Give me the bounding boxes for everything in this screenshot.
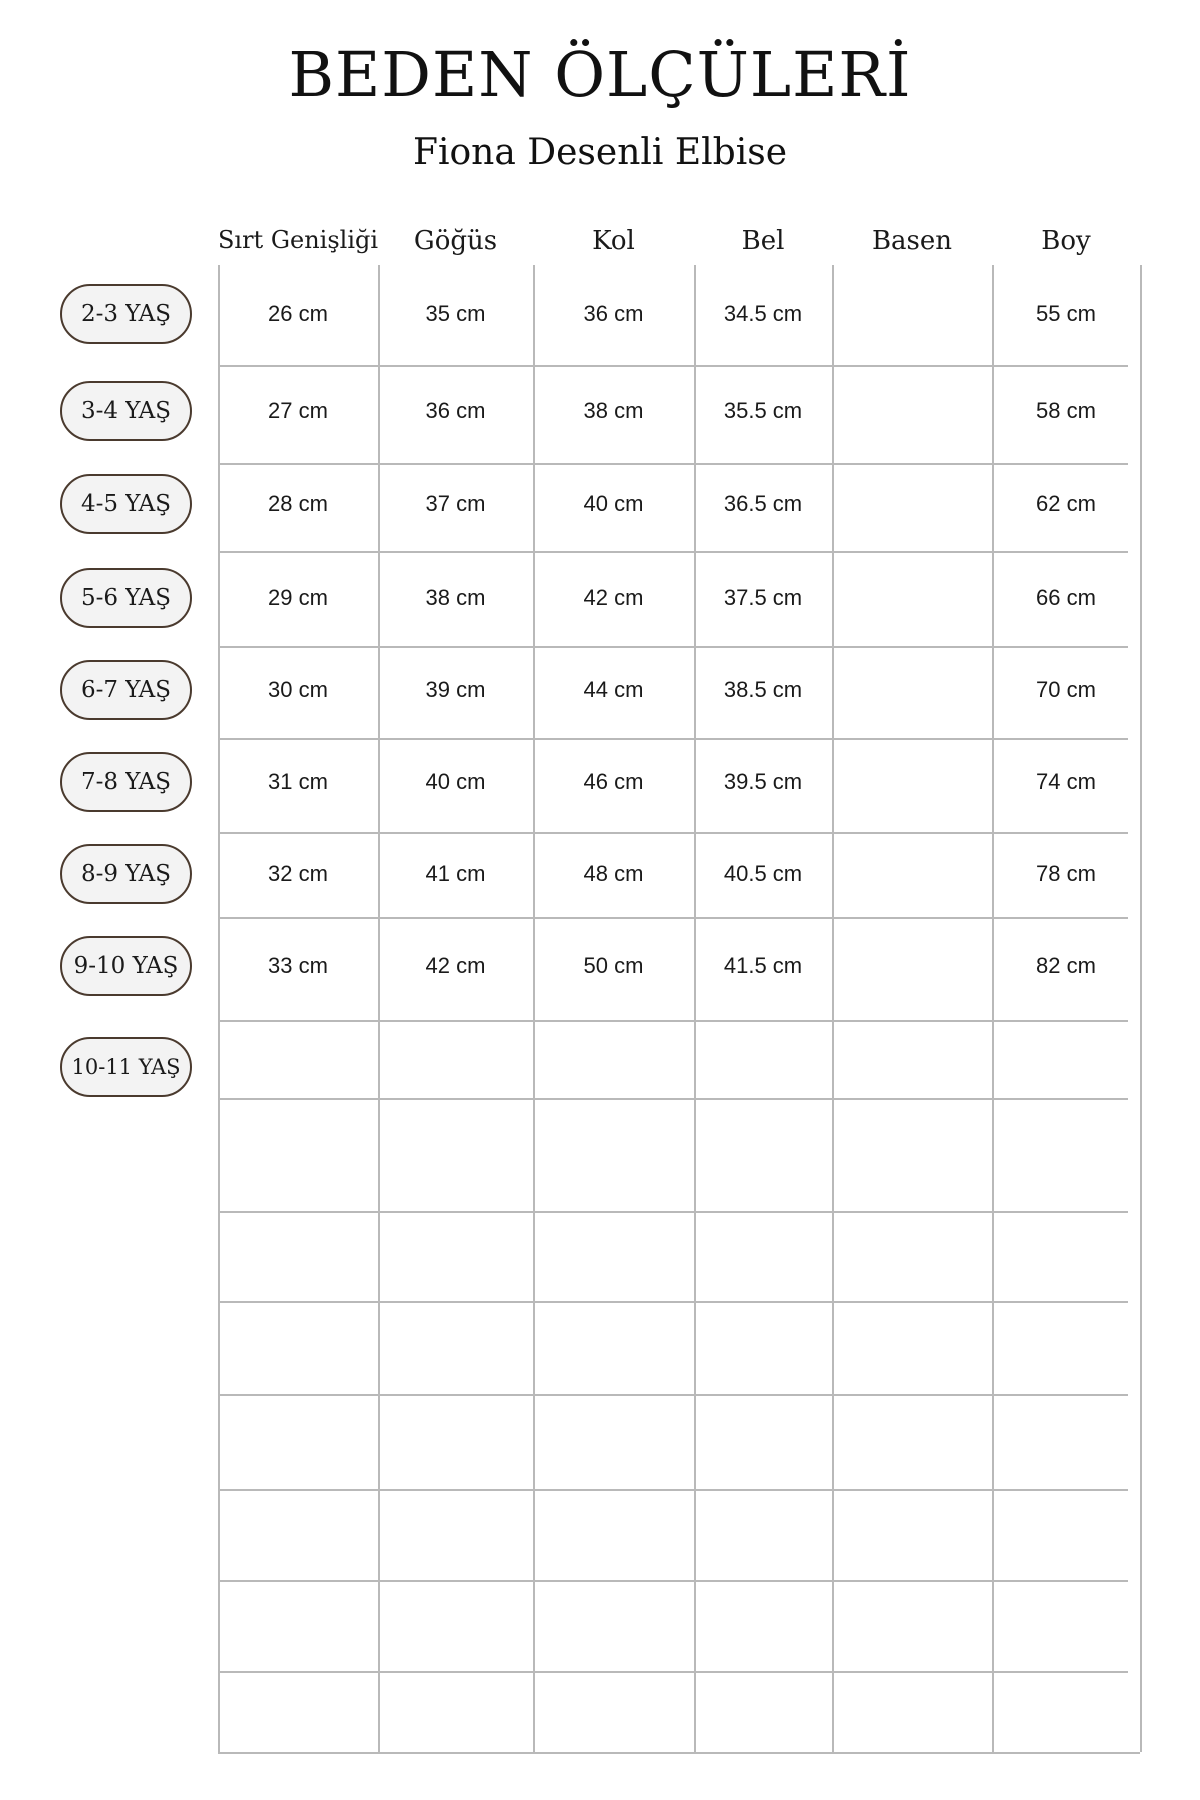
column-divider xyxy=(832,265,834,1752)
row-divider xyxy=(218,365,1128,367)
size-label: 8-9 YAŞ xyxy=(60,844,192,904)
measurement-cell: 28 cm xyxy=(268,491,328,516)
size-label: 6-7 YAŞ xyxy=(60,660,192,720)
measurement-cell: 46 cm xyxy=(583,769,644,794)
measurement-cell: 58 cm xyxy=(1036,398,1096,423)
measurement-cell: 35 cm xyxy=(425,301,486,326)
measurement-cell: 66 cm xyxy=(1036,585,1096,610)
row-divider xyxy=(218,646,1128,648)
measurement-cell: 37 cm xyxy=(425,491,486,516)
row-divider xyxy=(218,832,1128,834)
measurement-cell: 38.5 cm xyxy=(723,677,803,702)
measurement-cell: 38 cm xyxy=(583,398,644,423)
measurement-cell: 36 cm xyxy=(583,301,644,326)
column-divider xyxy=(533,265,535,1752)
product-name: Fiona Desenli Elbise xyxy=(413,132,787,173)
measurement-cell: 78 cm xyxy=(1036,861,1096,886)
measurement-cell: 36 cm xyxy=(425,398,486,423)
measurement-cell: 37.5 cm xyxy=(723,585,803,610)
measurement-cell: 34.5 cm xyxy=(723,301,803,326)
measurement-cell: 27 cm xyxy=(268,398,328,423)
measurement-cell: 29 cm xyxy=(268,585,328,610)
size-label: 10-11 YAŞ xyxy=(60,1037,192,1097)
measurement-cell: 35.5 cm xyxy=(723,398,803,423)
measurement-cell: 50 cm xyxy=(583,953,644,978)
measurement-cell: 36.5 cm xyxy=(723,491,803,516)
measurement-cell: 32 cm xyxy=(268,861,328,886)
measurement-cell: 55 cm xyxy=(1036,301,1096,326)
size-label: 7-8 YAŞ xyxy=(60,752,192,812)
row-divider xyxy=(218,1301,1128,1303)
measurement-cell: 41.5 cm xyxy=(723,953,803,978)
column-divider xyxy=(992,265,994,1752)
measurement-cell: 39.5 cm xyxy=(723,769,803,794)
measurement-cell: 70 cm xyxy=(1036,677,1096,702)
measurement-cell: 41 cm xyxy=(425,861,486,886)
column-header: Bel xyxy=(741,226,785,256)
row-divider xyxy=(218,1580,1128,1582)
measurement-cell: 62 cm xyxy=(1036,491,1096,516)
measurement-cell: 40.5 cm xyxy=(723,861,803,886)
measurement-cell: 31 cm xyxy=(268,769,328,794)
column-divider xyxy=(694,265,696,1752)
measurement-cell: 39 cm xyxy=(425,677,486,702)
measurement-cell: 38 cm xyxy=(425,585,486,610)
page-title: BEDEN ÖLÇÜLERİ xyxy=(288,38,912,111)
column-header: Boy xyxy=(1041,226,1091,256)
row-divider xyxy=(218,1671,1128,1673)
size-label: 3-4 YAŞ xyxy=(60,381,192,441)
measurement-cell: 42 cm xyxy=(425,953,486,978)
row-divider xyxy=(218,738,1128,740)
measurement-cell: 30 cm xyxy=(268,677,328,702)
size-label: 4-5 YAŞ xyxy=(60,474,192,534)
size-label: 2-3 YAŞ xyxy=(60,284,192,344)
column-divider xyxy=(218,265,220,1752)
column-header: Sırt Genişliği xyxy=(217,226,379,254)
table-bottom-border xyxy=(218,1752,1140,1754)
row-divider xyxy=(218,551,1128,553)
column-header: Kol xyxy=(592,226,635,256)
measurement-cell: 40 cm xyxy=(583,491,644,516)
measurement-cell: 33 cm xyxy=(268,953,328,978)
row-divider xyxy=(218,1098,1128,1100)
column-header: Basen xyxy=(871,226,953,256)
column-header: Göğüs xyxy=(413,226,498,256)
measurement-cell: 48 cm xyxy=(583,861,644,886)
row-divider xyxy=(218,1211,1128,1213)
row-divider xyxy=(218,1489,1128,1491)
column-divider xyxy=(1140,265,1142,1752)
size-label: 9-10 YAŞ xyxy=(60,936,192,996)
size-label: 5-6 YAŞ xyxy=(60,568,192,628)
row-divider xyxy=(218,1020,1128,1022)
measurement-cell: 40 cm xyxy=(425,769,486,794)
column-divider xyxy=(378,265,380,1752)
measurement-cell: 82 cm xyxy=(1036,953,1096,978)
row-divider xyxy=(218,1394,1128,1396)
measurement-cell: 42 cm xyxy=(583,585,644,610)
row-divider xyxy=(218,917,1128,919)
measurement-cell: 26 cm xyxy=(268,301,328,326)
measurement-cell: 74 cm xyxy=(1036,769,1096,794)
row-divider xyxy=(218,463,1128,465)
measurement-cell: 44 cm xyxy=(583,677,644,702)
